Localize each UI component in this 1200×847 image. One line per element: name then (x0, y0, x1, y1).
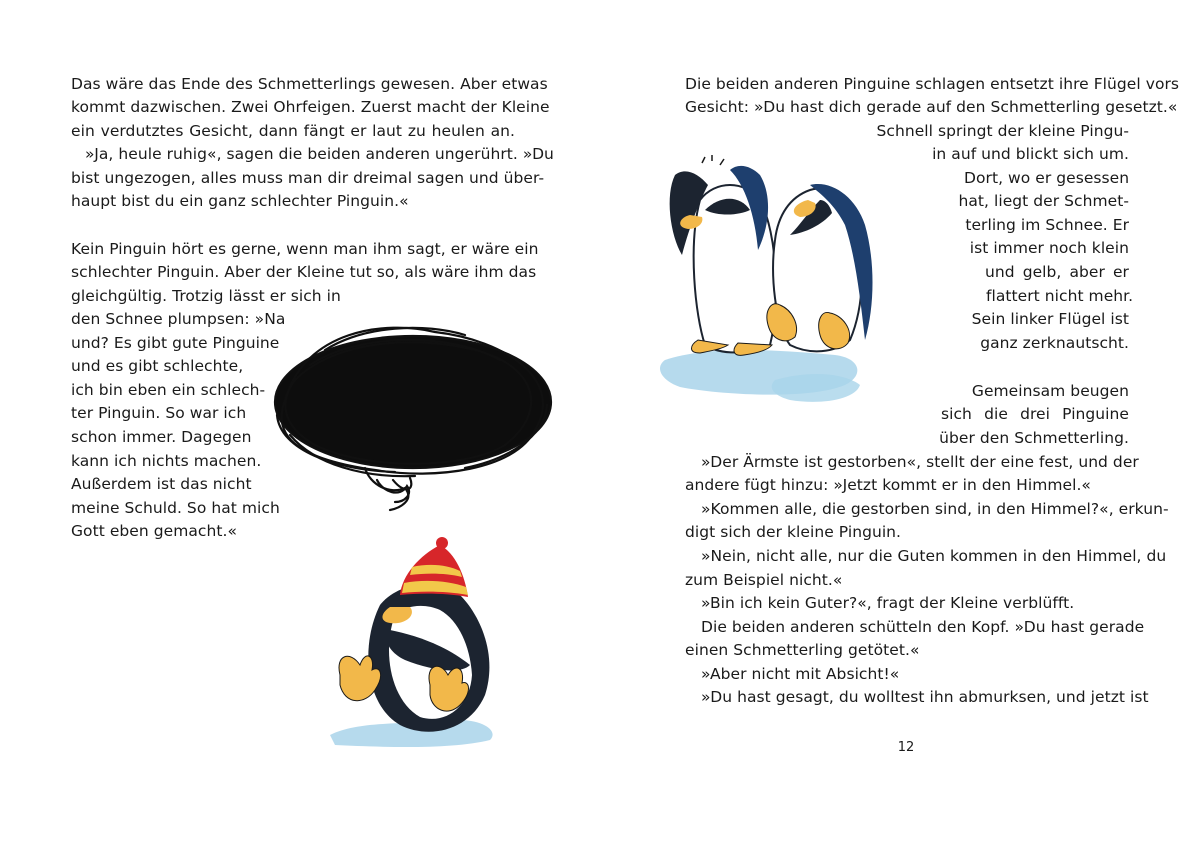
text-line: »Nein, nicht alle, nur die Guten kommen in den Himmel, du (701, 547, 1167, 565)
text-line: terling im Schnee. Er (965, 216, 1129, 234)
text-line: meine Schuld. So hat mich (71, 499, 280, 517)
text-line: und es gibt schlechte, (71, 357, 244, 375)
text-line: kann ich nichts machen. (71, 452, 262, 470)
text-line: andere fügt hinzu: »Jetzt kommt er in den Himmel.« (685, 476, 1091, 494)
text-line: »Der Ärmste ist gestorben«, stellt der eine fest, und der (701, 453, 1139, 471)
text-line: einen Schmetterling getötet.« (685, 641, 920, 659)
text-line: ein verdutztes Gesicht, dann fängt er laut zu heulen an. (71, 122, 515, 140)
text-line: hat, liegt der Schmet- (958, 192, 1129, 210)
text-line: ganz zerknautscht. (980, 334, 1129, 352)
text-line: schlechter Pinguin. Aber der Kleine tut so, als wäre ihm das (71, 263, 537, 281)
text-line: Gemeinsam beugen (971, 382, 1129, 400)
text-line: Das wäre das Ende des Schmetterlings gewesen. Aber etwas (71, 75, 548, 93)
text-line: Gesicht: »Du hast dich gerade auf den Schmetterling gesetzt.« (685, 98, 1178, 116)
text-line: Dort, wo er gesessen (964, 169, 1130, 187)
scribble-cloud-illustration (265, 320, 565, 560)
text-line: ich bin eben ein schlech- (71, 381, 266, 399)
text-line: digt sich der kleine Pinguin. (685, 523, 902, 541)
text-line: und? Es gibt gute Pinguine (71, 334, 280, 352)
text-line: sich die drei Pinguine (941, 405, 1129, 423)
text-line: den Schnee plumpsen: »Na (71, 310, 286, 328)
two-penguins-illustration (660, 155, 910, 410)
right-page (600, 0, 1200, 847)
text-line: Schnell springt der kleine Pingu- (876, 122, 1129, 140)
page-number: 12 (897, 740, 915, 755)
text-line: in auf und blickt sich um. (932, 145, 1129, 163)
text-line: »Du hast gesagt, du wolltest ihn abmurksen, und jetzt ist (701, 688, 1149, 706)
text-line: Sein linker Flügel ist (971, 310, 1129, 328)
text-line: flattert nicht mehr. (986, 287, 1134, 305)
text-line: »Ja, heule ruhig«, sagen die beiden anderen ungerührt. »Du (85, 145, 554, 163)
text-line: und gelb, aber er (985, 263, 1129, 281)
text-line: Kein Pinguin hört es gerne, wenn man ihm sagt, er wäre ein (71, 240, 539, 258)
text-line: Gott eben gemacht.« (71, 522, 237, 540)
text-line: bist ungezogen, alles muss man dir dreimal sagen und über- (71, 169, 545, 187)
text-line: ter Pinguin. So war ich (71, 404, 247, 422)
text-line: schon immer. Dagegen (71, 428, 252, 446)
text-line: Die beiden anderen Pinguine schlagen entsetzt ihre Flügel vors (685, 75, 1180, 93)
text-line: kommt dazwischen. Zwei Ohrfeigen. Zuerst macht der Kleine (71, 98, 550, 116)
text-line: »Aber nicht mit Absicht!« (701, 665, 900, 683)
text-line: Außerdem ist das nicht (71, 475, 252, 493)
text-line: ist immer noch klein (969, 239, 1129, 257)
text-line: haupt bist du ein ganz schlechter Pinguin.« (71, 192, 409, 210)
text-line: über den Schmetterling. (939, 429, 1129, 447)
text-line: gleichgültig. Trotzig lässt er sich in (71, 287, 341, 305)
text-line: zum Beispiel nicht.« (685, 571, 843, 589)
text-line: »Bin ich kein Guter?«, fragt der Kleine verblüfft. (701, 594, 1075, 612)
text-line: Die beiden anderen schütteln den Kopf. »Du hast gerade (701, 618, 1145, 636)
text-line: »Kommen alle, die gestorben sind, in den Himmel?«, erkun- (701, 500, 1169, 518)
sulking-penguin-illustration (320, 535, 510, 750)
